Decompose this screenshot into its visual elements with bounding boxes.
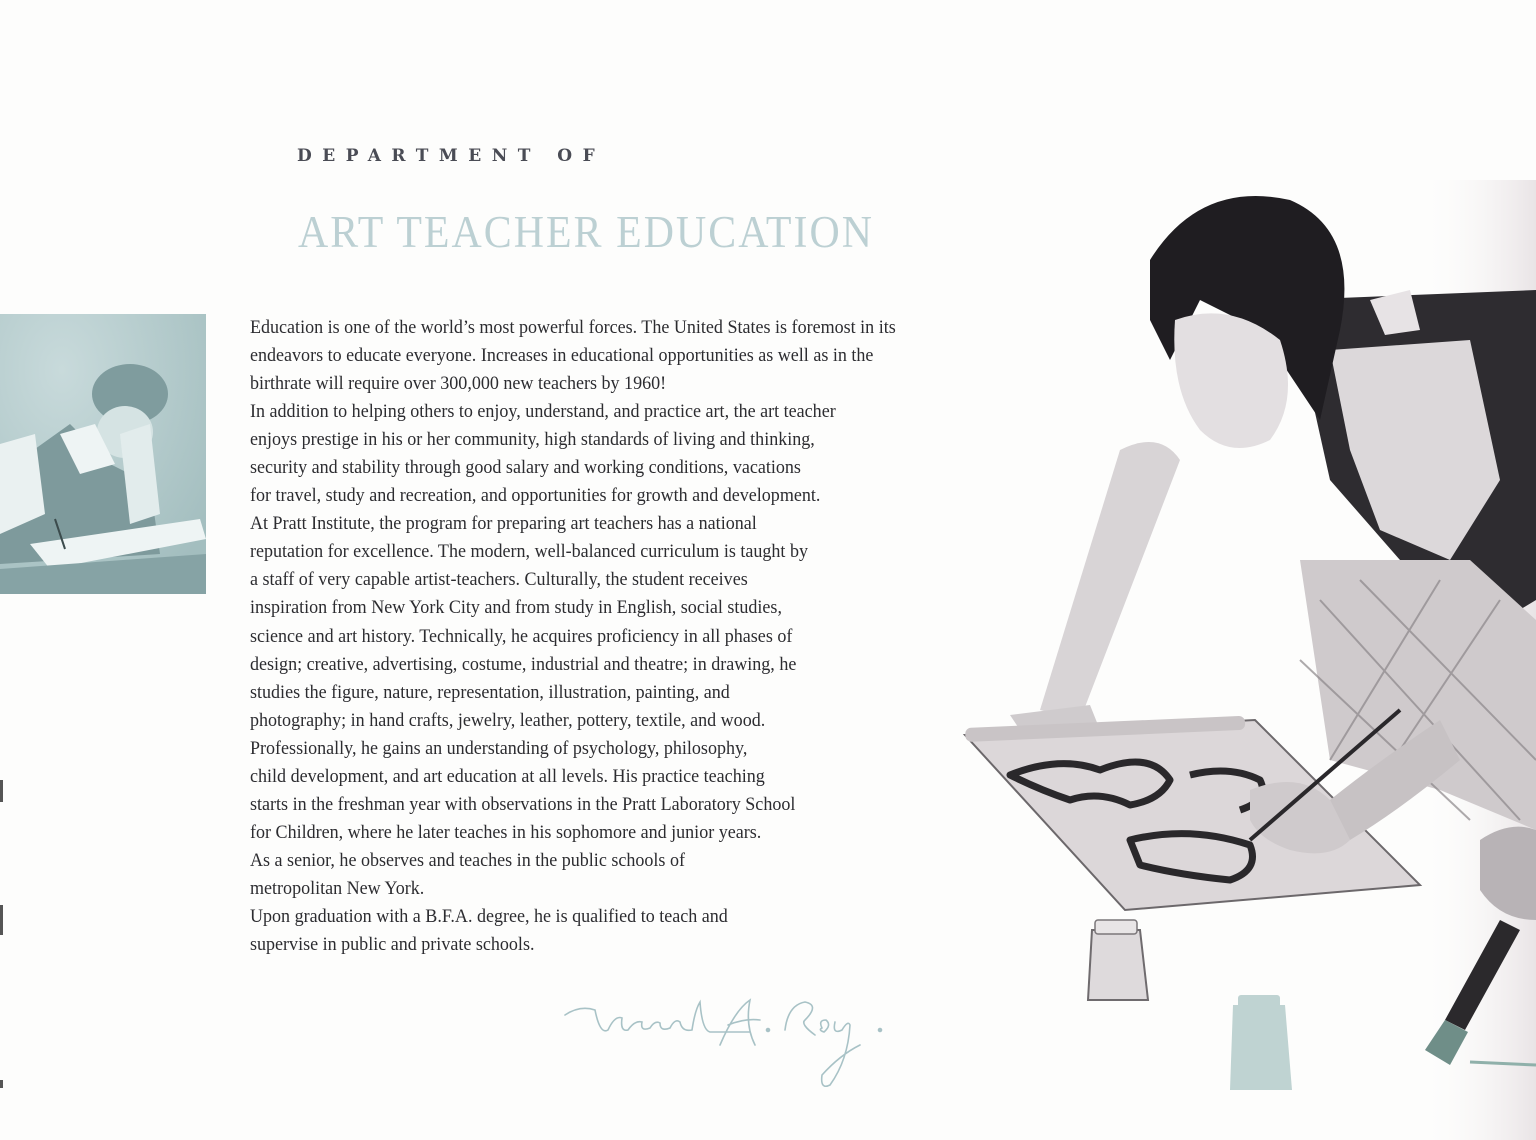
body-line: studies the figure, nature, representation, illustration, painting, and — [250, 681, 730, 703]
body-line: metropolitan New York. — [250, 877, 425, 899]
girl-painting-illustration — [958, 180, 1536, 1140]
body-line: design; creative, advertising, costume, industrial and theatre; in drawing, he — [250, 653, 797, 675]
girl-painting-photo — [958, 180, 1536, 1140]
body-line: enjoys prestige in his or her community, high standards of living and thinking, — [250, 429, 815, 451]
body-line: for travel, study and recreation, and opportunities for growth and development. — [250, 485, 821, 507]
body-line: science and art history. Technically, he acquires proficiency in all phases of — [250, 625, 793, 647]
scan-edge-mark — [0, 905, 3, 935]
body-line: inspiration from New York City and from study in English, social studies, — [250, 597, 782, 619]
body-copy — [250, 314, 1022, 959]
body-line: In addition to helping others to enjoy, understand, and practice art, the art teacher — [250, 401, 836, 423]
department-kicker: DEPARTMENT OF — [297, 146, 606, 166]
student-writing-photo — [0, 314, 206, 594]
page-title: ART TEACHER EDUCATION — [298, 207, 874, 257]
scan-edge-mark — [0, 780, 3, 802]
body-line: photography; in hand crafts, jewelry, leather, pottery, textile, and wood. — [250, 709, 766, 731]
body-line: endeavors to educate everyone. Increases in educational opportunities as well as in the — [250, 345, 874, 367]
body-line: Upon graduation with a B.F.A. degree, he is qualified to teach and — [250, 905, 728, 927]
body-line: a staff of very capable artist-teachers. Culturally, the student receives — [250, 569, 748, 591]
student-writing-illustration — [0, 314, 206, 594]
body-line: At Pratt Institute, the program for preparing art teachers has a national — [250, 513, 757, 535]
body-line: reputation for excellence. The modern, well-balanced curriculum is taught by — [250, 541, 808, 563]
body-line: starts in the freshman year with observations in the Pratt Laboratory School — [250, 793, 796, 815]
body-line: Professionally, he gains an understanding of psychology, philosophy, — [250, 737, 748, 759]
body-line: supervise in public and private schools. — [250, 934, 535, 956]
signature — [560, 990, 900, 1100]
body-line: Education is one of the world’s most powerful forces. The United States is foremost in its — [250, 317, 896, 338]
scan-edge-mark — [0, 1080, 3, 1088]
body-line: for Children, where he later teaches in his sophomore and junior years. — [250, 821, 762, 843]
body-line: birthrate will require over 300,000 new teachers by 1960! — [250, 373, 667, 395]
body-line: security and stability through good salary and working conditions, vacations — [250, 457, 801, 479]
body-line: child development, and art education at all levels. His practice teaching — [250, 765, 765, 787]
body-line: As a senior, he observes and teaches in the public schools of — [250, 849, 685, 871]
